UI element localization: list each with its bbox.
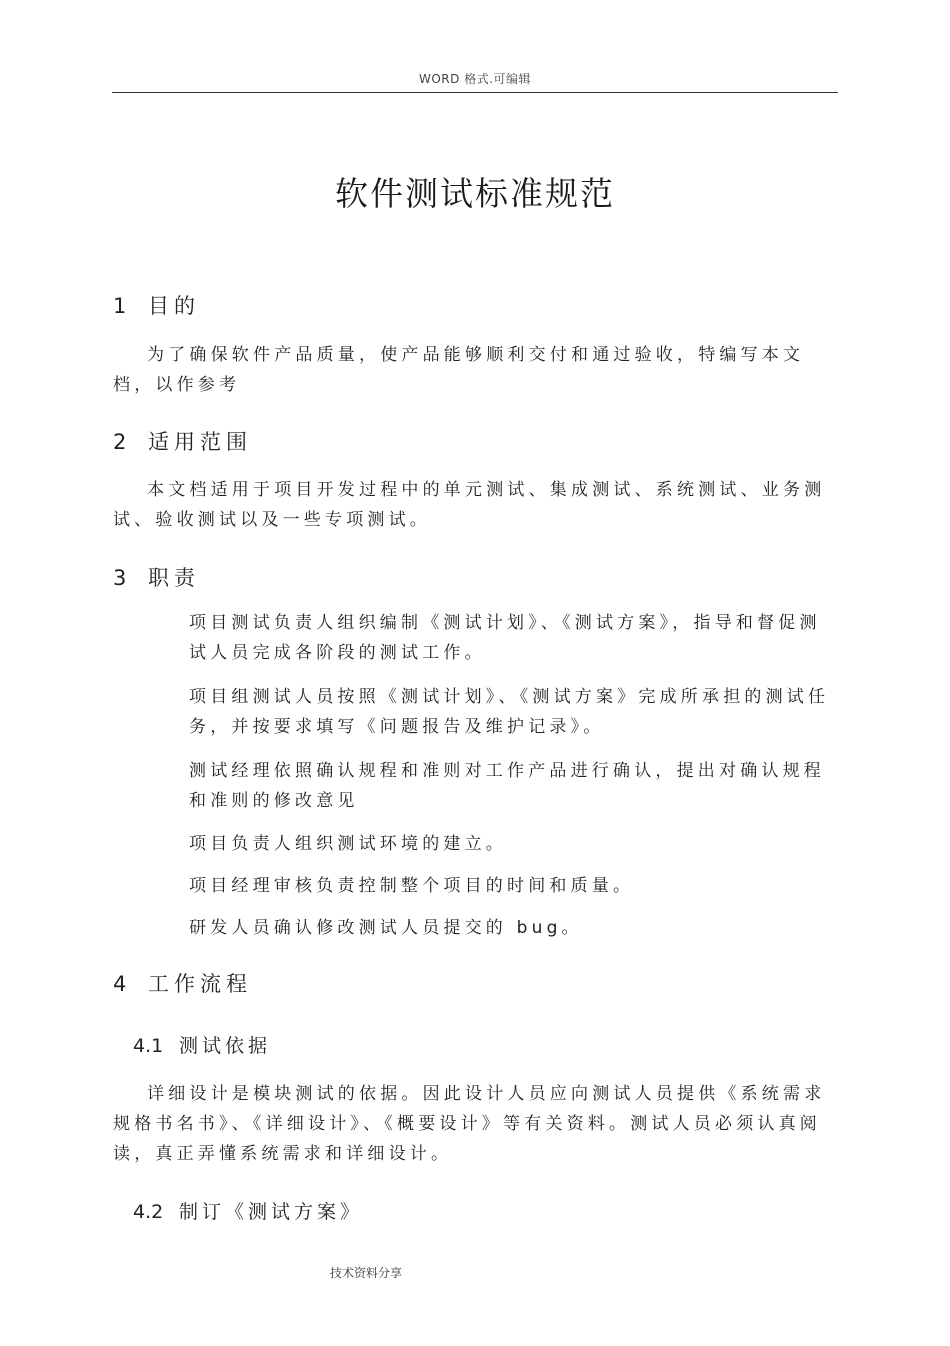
document-title: 软件测试标准规范 (335, 174, 615, 213)
section-title: 目的 (148, 294, 200, 318)
responsibility-item: 测试经理依照确认规程和准则对工作产品进行确认，提出对确认规程和准则的修改意见 (189, 761, 825, 811)
section-title: 工作流程 (148, 972, 252, 996)
section-1-paragraph: 为了确保软件产品质量，使产品能够顺利交付和通过验收，特编写本文档，以作参考 (113, 345, 805, 395)
subsection-4-2-heading (133, 1197, 363, 1224)
section-number: 4 (113, 972, 127, 996)
section-4-heading (113, 968, 252, 998)
subsection-4-1-paragraph: 详细设计是模块测试的依据。因此设计人员应向测试人员提供《系统需求规格书名书》、《详细设计》、《概要设计》等有关资料。测试人员必须认真阅读，真正弄懂系统需求和详细设计。 (113, 1084, 826, 1164)
subsection-title: 制订《测试方案》 (179, 1201, 364, 1223)
subsection-number: 4.2 (133, 1201, 164, 1223)
section-2-paragraph: 本文档适用于项目开发过程中的单元测试、集成测试、系统测试、业务测试、验收测试以及一些专项测试。 (113, 480, 826, 530)
page-footer: 技术资料分享 (330, 1266, 403, 1280)
header-divider (112, 92, 838, 93)
section-number: 1 (113, 294, 127, 318)
section-1-heading (113, 290, 200, 320)
section-title: 职责 (148, 566, 200, 590)
section-number: 3 (113, 566, 127, 590)
section-number: 2 (113, 430, 127, 454)
section-2-heading (113, 426, 252, 456)
section-title: 适用范围 (148, 430, 252, 454)
responsibility-item: 项目经理审核负责控制整个项目的时间和质量。 (189, 876, 635, 896)
responsibility-item: 研发人员确认修改测试人员提交的 bug。 (189, 918, 583, 938)
responsibility-item: 项目负责人组织测试环境的建立。 (189, 834, 507, 854)
page-header: WORD 格式.可编辑 (418, 72, 532, 86)
responsibility-item: 项目组测试人员按照《测试计划》、《测试方案》完成所承担的测试任务，并按要求填写《问题报告及维护记录》。 (189, 687, 830, 737)
subsection-4-1-heading (133, 1031, 271, 1058)
subsection-number: 4.1 (133, 1035, 164, 1057)
responsibility-item: 项目测试负责人组织编制《测试计划》、《测试方案》，指导和督促测试人员完成各阶段的测试工作。 (189, 613, 821, 663)
section-3-heading (113, 562, 200, 592)
subsection-title: 测试依据 (179, 1035, 272, 1057)
